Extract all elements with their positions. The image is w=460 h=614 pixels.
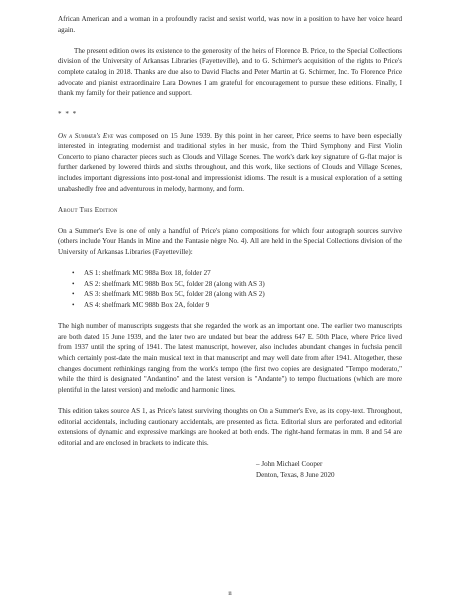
sources-intro-paragraph: On a Summer's Eve is one of only a handful of Price's piano compositions for which four autograph sources survive (others include Your Hands in Mine and the Fantasie nègre No. 4). All are held in the Special Collections division of the University of Arkansas Libraries (Fayetteville): <box>58 226 402 257</box>
edition-paragraph: This edition takes source AS 1, as Price's latest surviving thoughts on On a Summer's Eve, as its copy-text. Throughout, editorial accidentals, including cautionary accidentals, are presented as ficta. Editorial slurs are perforated and editorial extensions of dynamic and expressive markings are hooked at both ends. The right-hand fermatas in mm. 8 and 54 are editorial and are enclosed in brackets to indicate this. <box>58 406 402 447</box>
signature-block <box>58 459 402 480</box>
section-heading: About This Edition <box>58 205 118 214</box>
work-description-text: was composed on 15 June 1939. By this point in her career, Price seems to have been especially interested in integrating modernist and traditional styles in her music, from the Third Symphony and First Violin Concerto to piano character pieces such as Clouds and Village Scenes. The work's dark key signature of G-flat major is further darkened by lowered thirds and sixths throughout, and this work, like sections of Clouds and Village Scenes, includes important digressions into post-tonal and impressionist idioms. The result is a musical exploration of a setting unabashedly free and adventurous in melody, harmony, and form. <box>58 131 402 193</box>
signature-place-date: Denton, Texas, 8 June 2020 <box>256 470 335 479</box>
list-item: • AS 3: shelfmark MC 988b Box 5C, folder 28 (along with AS 2) <box>84 289 402 300</box>
sources-list <box>58 268 402 310</box>
section-separator: * * * <box>58 110 78 119</box>
manuscripts-paragraph: The high number of manuscripts suggests that she regarded the work as an important one. The earlier two manuscripts are both dated 15 June 1939, and the later two are undated but bear the address 647 E. 50th Place, where Price lived from 1937 until the spring of 1941. The latest manuscript, however, also includes abundant changes in fuchsia pencil which certainly post-date the main musical text in that manuscript and may well date from after 1941. Altogether, these changes document rethinkings ranging from the work's tempo (the first two copies are designated "Tempo moderato," while the third is designated "Andantino" and the latest version is "Andante") to tempo fluctuations (which are more plentiful in the latest version) and melodic and harmonic lines. <box>58 322 402 394</box>
intro-paragraph: African American and a woman in a profoundly racist and sexist world, was now in a position to have her voice heard again. <box>58 15 402 34</box>
signature-name: – John Michael Cooper <box>256 459 323 468</box>
list-item: • AS 2: shelfmark MC 988b Box 5C, folder 28 (along with AS 3) <box>84 279 402 290</box>
page-number: ii <box>228 590 232 598</box>
list-item: • AS 1: shelfmark MC 988a Box 18, folder 27 <box>84 268 402 279</box>
work-description-paragraph <box>58 131 402 195</box>
list-item: • AS 4: shelfmark MC 988b Box 2A, folder 9 <box>84 300 402 311</box>
acknowledgments-paragraph: The present edition owes its existence to the generosity of the heirs of Florence B. Price, to the Special Collections division of the University of Arkansas Libraries (Fayetteville), and to G. Schirmer's acquisition of the rights to Price's complete catalog in 2018. Thanks are due also to David Flachs and Peter Martin at G. Schirmer, Inc. To Florence Price advocate and pianist extraordinaire Lara Downes I am grateful for encouragement to pursue these editions. Finally, I thank my family for their patience and support. <box>58 46 402 98</box>
work-title: On a Summer's Eve <box>58 131 114 140</box>
